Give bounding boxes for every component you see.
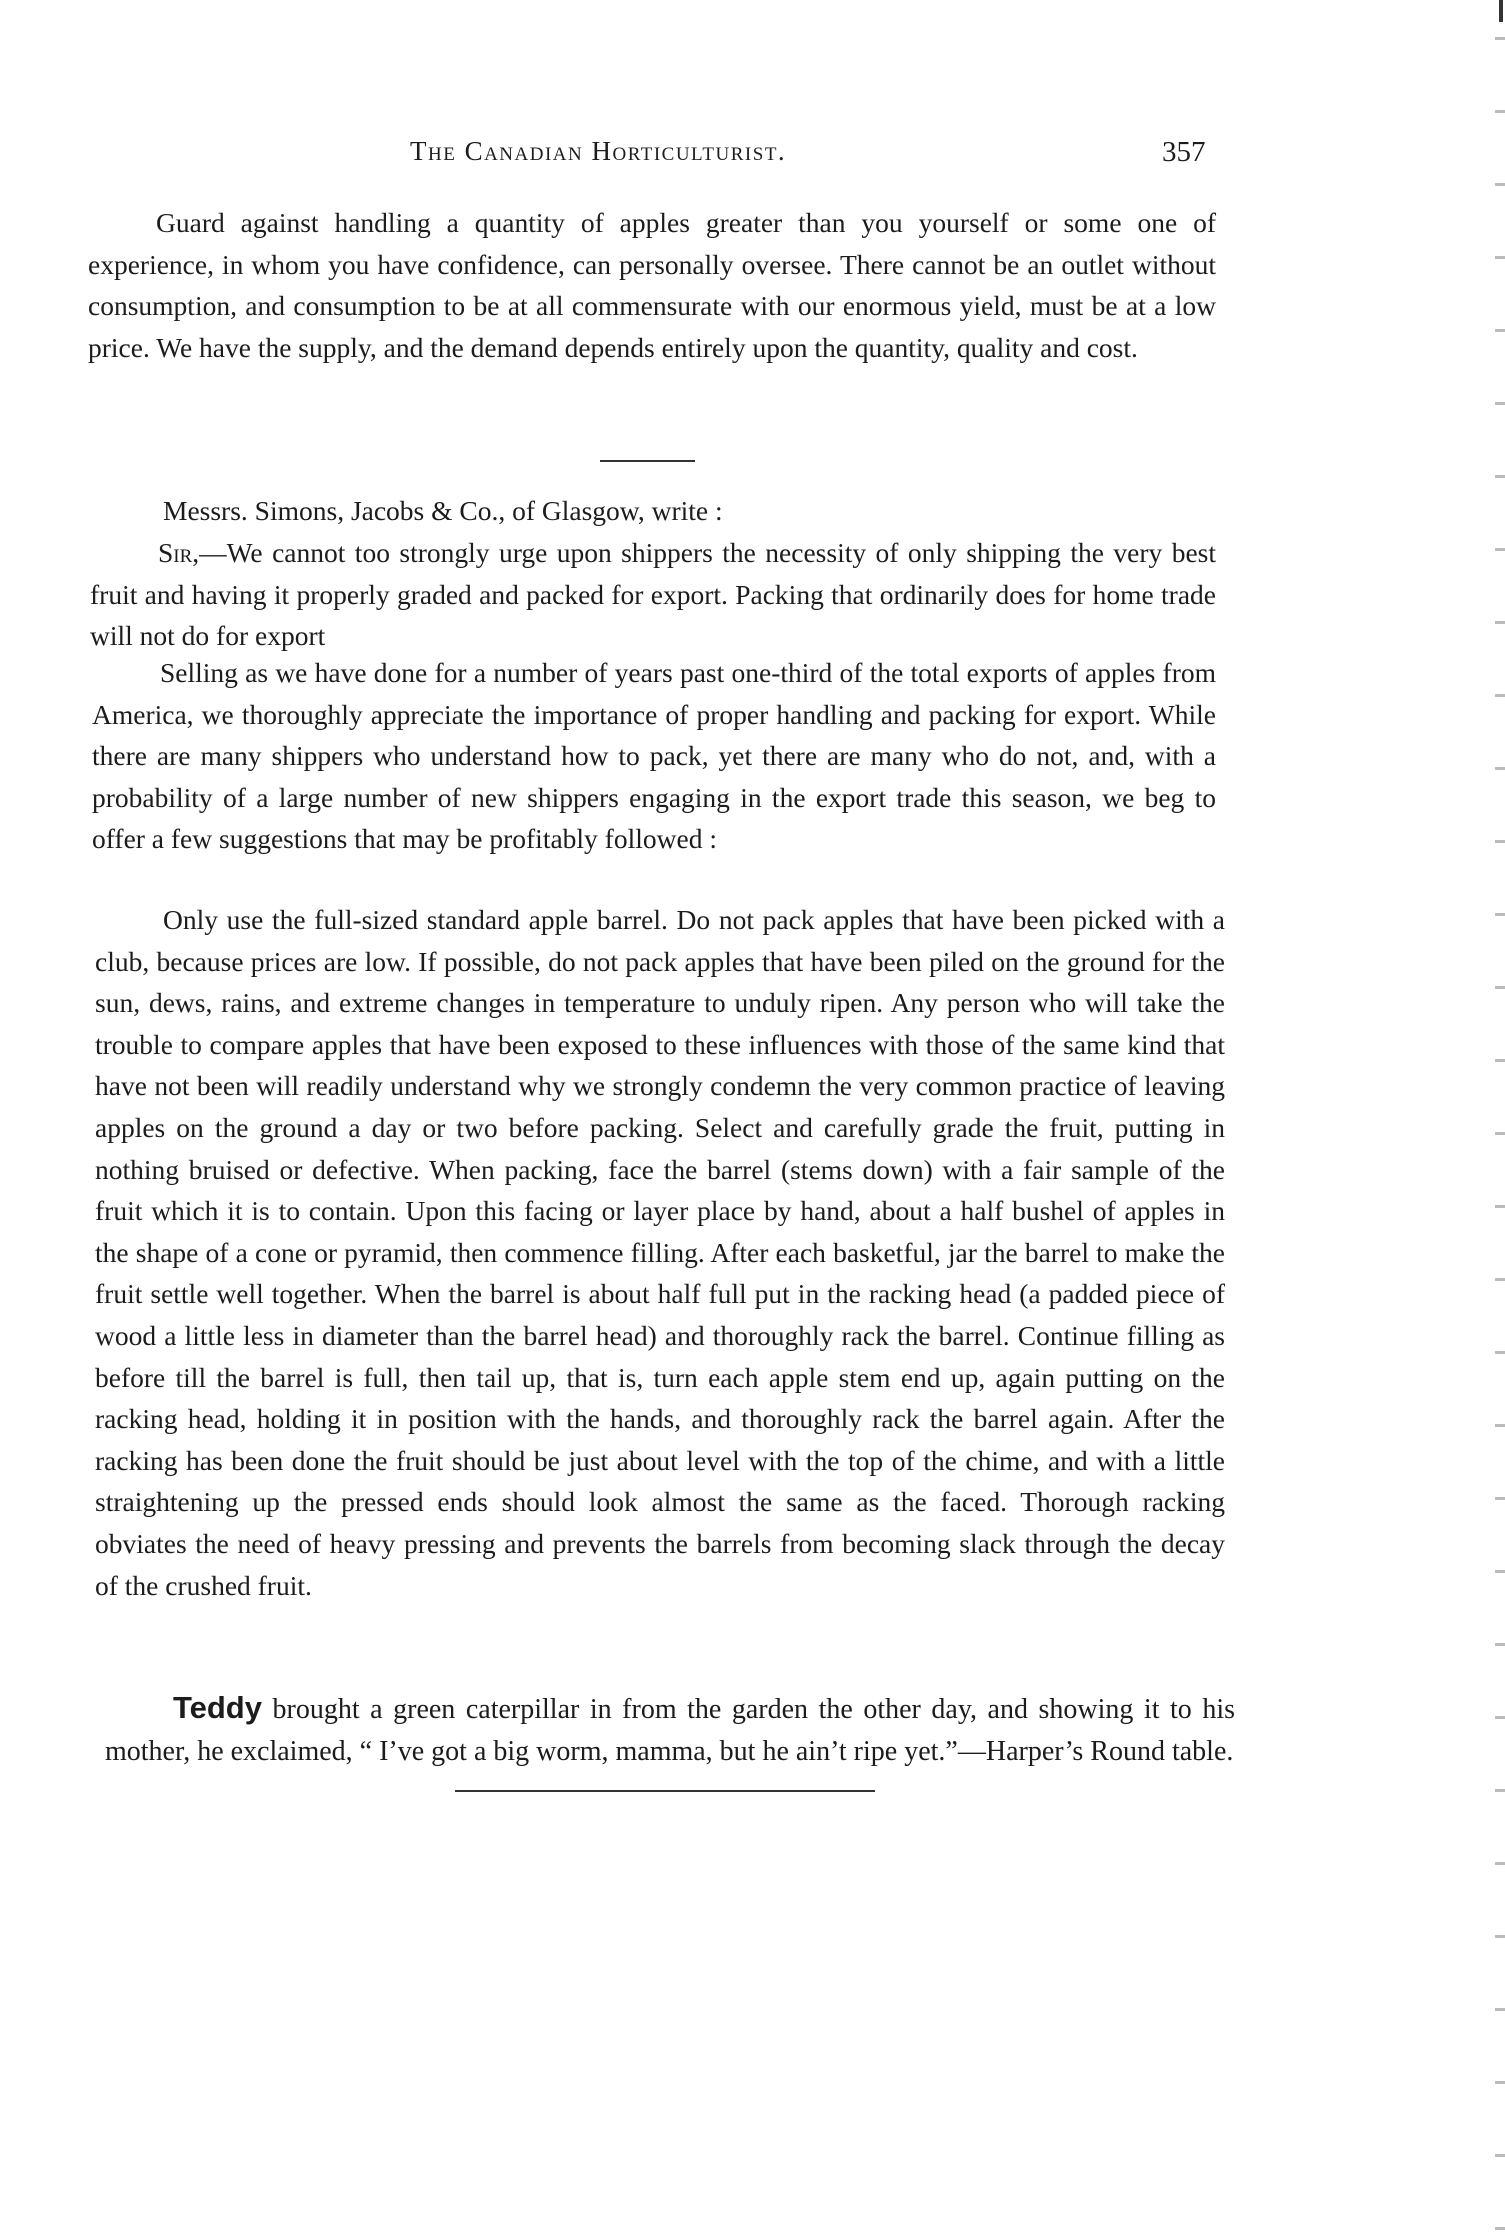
scan-edge-noise [1495,0,1505,2237]
scan-edge-mark [1499,0,1503,22]
paragraph-selling-one-third: Selling as we have done for a number of years past one-third of the total exports of apples from America, we thoroughly appreciate the importance of proper handling and packing for export. While there are many shippers who understand how to pack, yet there are many who do not, and, with a probability of a large number of new shippers engaging in the export trade this season, we beg to offer a few suggestions that may be profitably followed : [92,657,1216,855]
anecdote-teddy [105,1687,1235,1773]
running-title: The Canadian Horticulturist. [410,136,787,166]
section-divider-short [600,460,695,462]
letter-salutation: Sir, [158,537,200,568]
paragraph-packing-instructions: Only use the full-sized standard apple barrel. Do not pack apples that have been picked with a club, because prices are low. If possible, do not pack apples that have been piled on the ground for the sun, dews, rains, and extreme changes in temperature to unduly ripen. Any person who will take the trouble to compare apples that have been exposed to these influences with those of the same kind that have not been will readily understand why we strongly condemn the very common practice of leaving apples on the ground a day or two before packing. Select and carefully grade the fruit, putting in nothing bruised or defective. When packing, face the barrel (stems down) with a fair sample of the fruit which it is to contain. Upon this facing or layer place by hand, about a half bushel of apples in the shape of a cone or pyramid, then commence filling. After each basketful, jar the barrel to make the fruit settle well together. When the barrel is about half full put in the racking head (a padded piece of wood a little less in diameter than the barrel head) and thoroughly rack the barrel. Continue filling as before till the barrel is full, then tail up, that is, turn each apple stem end up, again putting on the racking head, holding it in position with the hands, and thoroughly rack the barrel again. After the racking has been done the fruit should be just about level with the top of the chime, and with a little straightening up the pressed ends should look almost the same as the faced. Thorough racking obviates the need of heavy pressing and prevents the barrels from becoming slack through the decay of the crushed fruit. [95,904,1225,1601]
page-header [410,136,1210,176]
letter-opening-text: —We cannot too strongly urge upon shippers the necessity of only shipping the very best fruit and having it properly graded and packed for export. Packing that ordinarily does for home trade will not do for export [90,537,1216,652]
page-number: 357 [1162,136,1206,168]
paragraph-guard-against-handling: Guard against handling a quantity of apples greater than you yourself or some one of experience, in whom you have confidence, can personally oversee. There cannot be an outlet without consumption, and consumption to be at all commensurate with our enormous yield, must be at a low price. We have the supply, and the demand depends entirely upon the quantity, quality and cost. [88,207,1216,363]
section-divider-long [455,1790,875,1792]
anecdote-lead-word: Teddy [173,1690,262,1725]
letter-opening-paragraph [90,532,1216,657]
letter-attribution: Messrs. Simons, Jacobs & Co., of Glasgow, write : [163,495,723,526]
anecdote-text: brought a green caterpillar in from the garden the other day, and showing it to his mother, he exclaimed, “ I’ve got a big worm, mamma, but he ain’t ripe yet.”—Harper’s Round table. [105,1694,1235,1767]
